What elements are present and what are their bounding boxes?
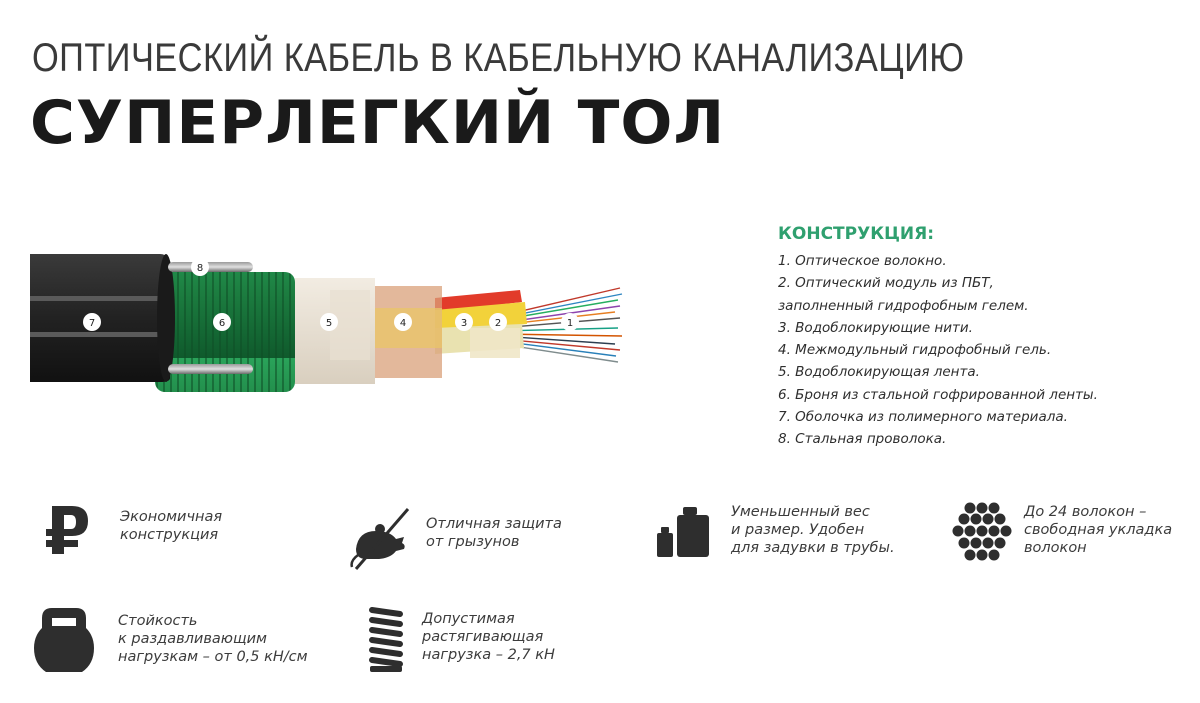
feature-text-line: конструкция bbox=[120, 527, 219, 543]
feature-text-line: Экономичная bbox=[120, 509, 223, 525]
feature-text-line: растягивающая bbox=[422, 629, 544, 645]
feature-text-line: Допустимая bbox=[422, 611, 515, 627]
page-title: СУПЕРЛЕГКИЙ ТОЛ bbox=[30, 88, 726, 158]
cable-label-4 bbox=[394, 313, 412, 331]
fiber-bundle-icon bbox=[950, 500, 1014, 564]
list-item: 2. Оптический модуль из ПБТ, bbox=[778, 275, 994, 292]
list-item: 4. Межмодульный гидрофобный гель. bbox=[778, 342, 1052, 359]
list-item: заполненный гидрофобным гелем. bbox=[778, 297, 1029, 314]
page-subtitle: ОПТИЧЕСКИЙ КАБЕЛЬ В КАБЕЛЬНУЮ КАНАЛИЗАЦИЮ bbox=[32, 36, 965, 80]
list-item: 5. Водоблокирующая лента. bbox=[778, 364, 980, 381]
svg-text:3: 3 bbox=[460, 318, 468, 329]
svg-text:8: 8 bbox=[196, 263, 204, 274]
cable-label-3 bbox=[455, 313, 473, 331]
construction-list bbox=[778, 250, 1098, 451]
cable-label-8 bbox=[191, 258, 209, 276]
construction-heading: КОНСТРУКЦИЯ: bbox=[778, 224, 934, 244]
cable-label-7 bbox=[83, 313, 101, 331]
feature-fiber-count bbox=[950, 500, 1200, 570]
feature-rodent-protection bbox=[350, 505, 610, 575]
list-item: 7. Оболочка из полимерного материала. bbox=[778, 409, 1068, 426]
feature-crush-resistance bbox=[32, 604, 352, 684]
svg-text:4: 4 bbox=[399, 318, 407, 329]
list-item: 3. Водоблокирующие нити. bbox=[778, 319, 973, 336]
list-item: 8. Стальная проволока. bbox=[778, 431, 947, 448]
feature-economy bbox=[42, 502, 302, 562]
feature-text-line: волокон bbox=[1024, 540, 1087, 556]
feature-text-line: и размер. Удобен bbox=[731, 522, 865, 538]
cable-label-1 bbox=[561, 313, 579, 331]
svg-text:6: 6 bbox=[218, 318, 226, 329]
feature-text-line: для задувки в трубы. bbox=[731, 540, 895, 556]
svg-text:5: 5 bbox=[325, 318, 333, 329]
cable-illustration bbox=[30, 228, 690, 438]
cable-label-5 bbox=[320, 313, 338, 331]
svg-text:7: 7 bbox=[88, 318, 96, 329]
no-rodent-icon bbox=[350, 505, 412, 571]
feature-tensile-load bbox=[368, 604, 608, 684]
feature-text-line: нагрузка – 2,7 кН bbox=[422, 647, 555, 663]
list-item: 1. Оптическое волокно. bbox=[778, 253, 947, 269]
svg-text:1: 1 bbox=[566, 318, 574, 329]
ruble-icon bbox=[42, 502, 94, 556]
feature-reduced-weight bbox=[655, 503, 925, 573]
feature-text-line: Уменьшенный вес bbox=[731, 504, 870, 520]
feature-text-line: нагрузкам – от 0,5 кН/см bbox=[118, 649, 308, 665]
feature-text-line: До 24 волокон – bbox=[1024, 504, 1147, 520]
feature-text-line: Стойкость bbox=[118, 613, 198, 629]
feature-text-line: свободная укладка bbox=[1024, 522, 1173, 538]
cable-label-6 bbox=[213, 313, 231, 331]
list-item: 6. Броня из стальной гофрированной ленты. bbox=[778, 386, 1098, 403]
cable-label-2 bbox=[489, 313, 507, 331]
weights-icon bbox=[655, 503, 713, 561]
feature-text-line: к раздавливающим bbox=[118, 631, 267, 647]
kettlebell-icon bbox=[32, 604, 96, 676]
construction-section bbox=[778, 224, 1098, 451]
feature-text-line: Отличная защита bbox=[426, 516, 562, 532]
feature-text-line: от грызунов bbox=[426, 534, 520, 550]
svg-text:2: 2 bbox=[494, 318, 502, 329]
spring-icon bbox=[368, 604, 404, 676]
